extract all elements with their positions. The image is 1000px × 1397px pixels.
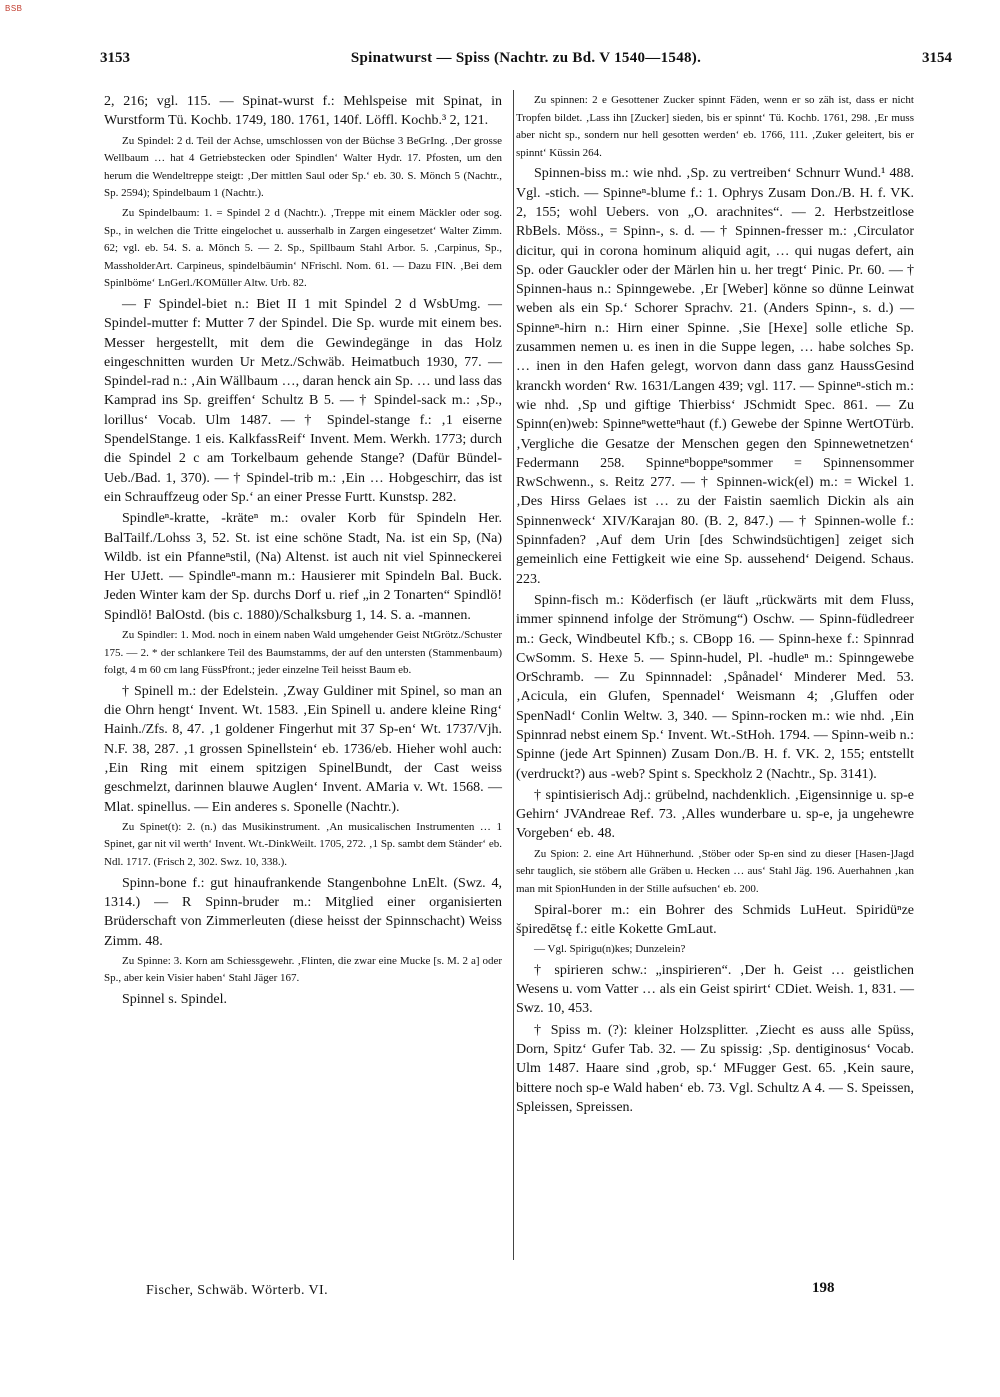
dictionary-entry: † spirieren schw.: „inspirieren“. ‚Der h. Geist … geistlichen Wesens u. vom Vatter … als ein Geist spirirt‘ CDiet. Weish. 1, 831. — Swz. 10, 453. — [516, 962, 914, 1017]
dictionary-entry: Zu Spinet(t): 2. (n.) das Musikinstrument. ‚An musicalischen Instrumenten … 1 Spinet, gar nit vil werth‘ Invent. Wt.-DinkWeilt. 1705, 272. ‚1 Sp. sambt dem Ständer‘ eb. Ndl. 1717. (Frisch 2, 302. Swz. 10, 338.). — [104, 820, 502, 869]
dictionary-entry: Zu Spinne: 3. Korn am Schiessgewehr. ‚Flinten, die zwar eine Mucke [s. M. 2 a] oder Sp., aber kein Visier haben‘ Stahl Jäger 167. — [104, 954, 502, 985]
right-column — [516, 92, 914, 1119]
dictionary-entry: Spinnen-biss m.: wie nhd. ‚Sp. zu vertreiben‘ Schnurr Wund.¹ 488. Vgl. -stich. — Spinneⁿ-blume f.: 1. Ophrys Zusam Don./B. H. f. VK. 2, 155; wohl Uebers. von „O. arachnites“. — 2. Herbstzeitlose RbBels. Möss., = Spinn-, s. d. — † Spinnen-fresser m.: ‚Circulator dicitur, qui in corona hominum aliquid agit, … qui nugas defert, ain Sp. oder Gauckler oder der Märlen hin u. her tregt‘ Pinic. Pr. 60. — † Spinnen-haus n.: Spinngewebe. ‚Er [Weber] könne so dünne Leinwat weben als ein Sp.‘ Schorer Sprachv. 21. (Anders Spinn-, s. d.) — Spinneⁿ-hirn n.: Hirn einer Spinne. ‚Sie [Hexe] solle etliche Sp. zusammen nemen u. es inen in die Suppe legen, … habe solches Sp. … inen in den Hafen gelegt, worvon dann dass ganz HaussGesind kranckh worden‘ Rw. 1631/Langen 439; vgl. 117. — Spinneⁿ-stich m.: wie nhd. ‚Sp und giftige Thierbiss‘ JSchmidt Spec. 861. — Zu Spinn(en)web: Spinneⁿwetteⁿhaut (f.) Gewebe der Spinne WertOTürb. ‚Vergliche die Gesatze der Menschen gegen den Spinnewetnetzen‘ Federmann 258. Spinneⁿboppeⁿsommer = Spinnensommer RwSchwenn., s. Reitz 277. — † Spinnen-wick(el) m.: = Wickel 1. ‚Des Hirss Gelaes ist … zu der Faistin saemlich Dickin als ain Spinnenweck‘ XIV/Karajan 80. (B. 2, 847.) — † Spinnen-wolle f.: Spinnfaden? ‚Auf dem Urin [des Schwindsüchtigen] zeiget sich gemeinlich eine Fettigkeit wie eine Sp. aussehend‘ Deigend. Schaus. 223. — [516, 166, 914, 587]
dictionary-entry: Spiral-borer m.: ein Bohrer des Schmids LuHeut. Spiridüⁿze špiredētsę f.: eitle Kokette GmLaut. — [516, 902, 914, 937]
dictionary-entry: Zu Spion: 2. eine Art Hühnerhund. ‚Stöber oder Sp-en sind zu dieser [Hasen-]Jagd sehr tauglich, sie stöbern alle Gräben u. Hecken … aus‘ Stahl Jäg. 196. Auerhahnen ‚kan man mit SpionHunden in der Stille aufsuchen‘ eb. 200. — [516, 847, 914, 895]
dictionary-entry: Zu Spindler: 1. Mod. noch in einem naben Wald umgehender Geist NtGrötz./Schuster 175. — 2. * der schlankere Teil des Baumstamms, der auf den untersten (Stammenbaum) folgt, 4 m 60 cm lang FüssPfront.; jeder einzelne Teil heisst Baum eb. — [104, 628, 502, 677]
library-stamp: BSB — [5, 4, 23, 13]
dictionary-entry: 2, 216; vgl. 115. — Spinat-wurst f.: Mehlspeise mit Spinat, in Wurstform Tü. Kochb. 1749, 180. 1761, 140f. Löffl. Kochb.³ 2, 121. — [104, 94, 502, 129]
dictionary-entry: — F Spindel-biet n.: Biet II 1 mit Spindel 2 d WsbUmg. — Spindel-mutter f: Mutter 7 der Spindel. Die Sp. wurde mit einem bes. Messer hergestellt, mit dem die Gewindegänge in das Holz eingeschnitten wurden Ur Metz./Schwäb. Heimatbuch 1930, 77. — Spindel-rad n.: ‚Ain Wällbaum …, daran henck ain Sp. … und lass das Kamprad ins Sp. greiffen‘ Schultz B 5. — † Spindel-sack m.: ‚Sp., lorillus‘ Vocab. Ulm 1487. — † Spindel-stange f.: ‚1 eiserne SpendelStange. 1 eis. KalkfassReif‘ Invent. Mem. Werkh. 1773; durch die Spindel 2 c am Torkelbaum gehende Stange? (Dafür Bündel- Ueb./Bad. 1, 370). — † Spindel-trib m.: ‚Ein … Hobgeschirr, das ist ein Schrauffzeug oder Sp.‘ an einer Presse Furtt. Kunstsp. 282. — [104, 296, 502, 505]
dictionary-entry: Zu Spindelbaum: 1. = Spindel 2 d (Nachtr.). ‚Treppe mit einem Mäckler oder sog. Sp., in welchen die Tritte eingelochet u. ausserhalb in Zargen eingesetzet‘ Walter Zimm. 62; vgl. eb. 54. S. a. Mönch 5. — 2. Sp., Spillbaum Stahl Arbor. 5. ‚Carpinus, Sp., MassholderArt. Carpineus, spindelbäumin‘ NFrischl. Nom. 61. — Dazu FIN. ‚Bei dem Spinlböme‘ LnGerl./KOMüller Altw. Urb. 82. — [104, 206, 502, 290]
dictionary-entry: — Vgl. Spirigu(n)kes; Dunzelein? — [534, 943, 686, 956]
footer-source: Fischer, Schwäb. Wörterb. VI. — [146, 1283, 328, 1298]
dictionary-entry: Spinn-bone f.: gut hinaufrankende Stangenbohne LnElt. (Swz. 4, 1314.) — R Spinn-bruder m.: Mitglied einer organisierten Brüderschaft von Zimmerleuten (diese heisst der Spinnschacht) Weiss Zimm. 48. — [104, 875, 502, 949]
dictionary-entry: Spindleⁿ-kratte, -kräteⁿ m.: ovaler Korb für Spindeln Her. BalTailf./Lohss 3, 52. St. ist eine schöne Stadt, Na. ist ein Sp, (Na) Wildb. ist ein Pfanneⁿstil, (Na) Altenst. ist auch nit viel Spinneckerei Her UJett. — Spindleⁿ-mann m.: Hausierer mit Spindeln Bal. Buck. Jeden Winter kam der Sp. durchs Dorf u. rief „in 2 Tonarten“ Spindlö! Spindlö! BalOstd. (bis c. 1880)/Schalksburg 1, 14. S. a. -mannen. — [104, 511, 502, 623]
left-column — [104, 92, 502, 1011]
running-title: Spinatwurst — Spiss (Nachtr. zu Bd. V 1540—1548). — [350, 50, 702, 66]
footer-sheet-number: 198 — [812, 1280, 835, 1296]
dictionary-entry: † spintisierisch Adj.: grübelnd, nachdenklich. ‚Eigensinnige u. sp-e Gehirn‘ JVAndreae Ref. 73. ‚Alles wunderbare u. sp-e, ja ungehewre Vorgeben‘ eb. 48. — [516, 787, 914, 842]
dictionary-entry: Zu Spindel: 2 d. Teil der Achse, umschlossen von der Büchse 3 BeGrIng. ‚Der grosse Wellbaum … hat 4 Getriebstecken oder Spindlen‘ Walter Hydr. 17. Pfosten, um den herum die Wendeltreppe steigt: ‚Der mittlen Saul oder Sp.‘ eb. 30. S. Mönch 5 (Nachtr., Sp. 2594); Spindelbaum 1 (Nachtr.). — [104, 134, 502, 200]
page-header — [100, 50, 952, 76]
dictionary-entry: † Spiss m. (?): kleiner Holzsplitter. ‚Ziecht es auss alle Spüss, Dorn, Spitz‘ Gufer Tab. 32. — Zu spissig: ‚Sp. dentiginosus‘ Vocab. Ulm 1487. Haare sind ‚grob, sp.‘ MFugger Gest. 65. ‚Kein saure, bittere noch sp-e Wald haben‘ eb. 73. Vgl. Schultz A 4. — S. Speissen, Spleissen, Spreissen. — [516, 1022, 914, 1115]
dictionary-entry: Spinn-fisch m.: Köderfisch (er läuft „rückwärts mit dem Fluss, immer spinnend infolge der Strömung“) Oschw. — Spinn-füdledreer m.: Geck, Windbeutel Kfb.; s. CBopp 16. — Spinn-hexe f.: Spinnrad CwSomm. S. Hexe 5. — Spinn-hudel, Pl. -hudleⁿ m.: Spinngewebe OrSchramb. — Zu Spinnnadel: ‚Spånadel‘ Minderer Med. 53. ‚Acicula, ein Glufen, Spennadel‘ Weismann 4; ‚Gluffen oder SpenNadl‘ Conlin Weltw. 3, 340. — Spinn-rocken m.: wie nhd. ‚Ein Spinnrad nebst einem Sp.‘ Invent. Wt.-StHoh. 1794. — Spinn-weib n.: Spinne (jede Art Spinnen) Zusam Don./B. H. f. VK. 2, 155; entstellt (verdruckt?) aus -web? Spint s. Speckholz 2 (Nachtr., Sp. 3141). — [516, 592, 914, 782]
dictionary-entry: Zu spinnen: 2 e Gesottener Zucker spinnt Fäden, wenn er so zäh ist, dass er nicht Tropfen bildet. ‚Lass ihn [Zucker] sieden, bis er spinnt‘ Tü. Kochb. 1761, 298. ‚Er muss aber nicht sp., sondern nur hell gesotten werden‘ eb. 1766, 111. ‚Zuker geleitert, bis er spinnt‘ Küssin 264. — [516, 94, 914, 159]
left-page-number: 3153 — [100, 50, 130, 66]
right-page-number: 3154 — [922, 50, 952, 66]
dictionary-entry: Spinnel s. Spindel. — [122, 992, 228, 1007]
column-divider — [513, 90, 514, 1260]
dictionary-entry: † Spinell m.: der Edelstein. ‚Zway Guldiner mit Spinel, so man an die Ohrn hengt‘ Invent. Wt. 1583. ‚Ein Spinell u. andere kleine Ring‘ Hainh./Zfs. 8, 47. ‚1 goldener Fingerhut mit 37 Sp-en‘ Wt. 1737/Vjh. N.F. 38, 287. ‚1 grossen Spinellstein‘ eb. 1736/eb. Hieher wohl auch: ‚Ein Ring mit einem spitzigen SpinelBundt, der Cast weiss geschmelzt, darinnen blauwe Auglen‘ Invent. AMaria v. Wt. 1568. — Mlat. spinellus. — Ein anderes s. Sponelle (Nachtr.). — [104, 683, 502, 815]
